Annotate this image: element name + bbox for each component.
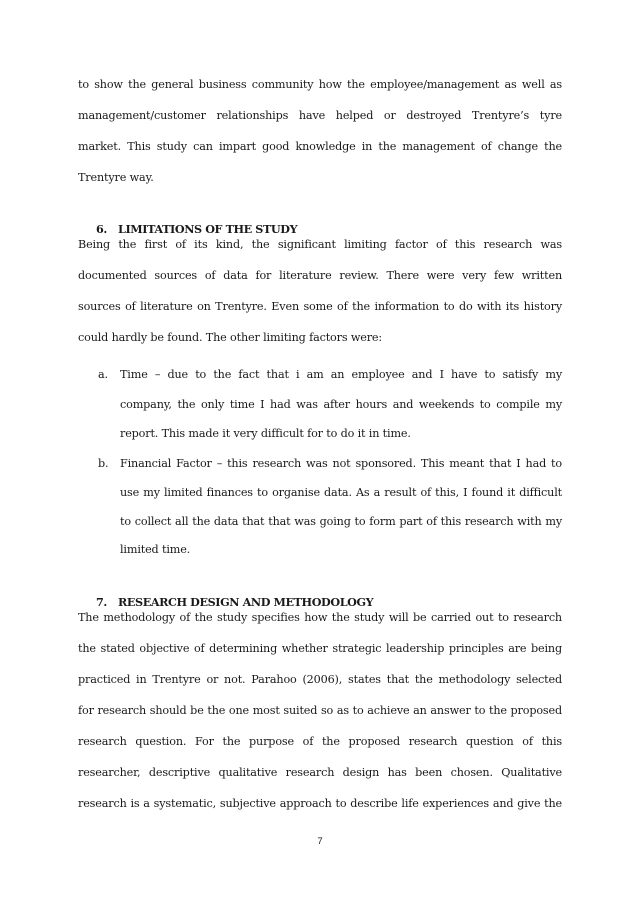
- text-line: could hardly be found. The other limiting factors were:: [78, 331, 383, 344]
- text-line: Being the first of its kind, the significant limiting factor of this research was: [78, 238, 562, 251]
- page-number: 7: [317, 836, 323, 847]
- text-line: to show the general business community how the employee/management as well as: [78, 78, 562, 91]
- text-line: practiced in Trentyre or not. Parahoo (2006), states that the methodology selected: [78, 673, 562, 686]
- section-title: LIMITATIONS OF THE STUDY: [118, 222, 298, 236]
- text-line: market. This study can impart good knowledge in the management of change the: [78, 140, 562, 153]
- text-line: use my limited finances to organise data. As a result of this, I found it difficult: [120, 486, 562, 499]
- text-line: to collect all the data that that was going to form part of this research with my: [120, 515, 562, 528]
- text-line: research question. For the purpose of the proposed research question of this: [78, 735, 562, 748]
- text-line: Trentyre way.: [78, 171, 154, 184]
- text-line: the stated objective of determining whether strategic leadership principles are being: [78, 642, 562, 655]
- text-line: Financial Factor – this research was not sponsored. This meant that I had to: [120, 457, 562, 470]
- section-number: 7.: [96, 595, 107, 609]
- text-line: company, the only time I had was after hours and weekends to compile my: [120, 398, 562, 411]
- list-marker: a.: [98, 368, 108, 381]
- document-page: [78, 0, 562, 903]
- text-line: documented sources of data for literature review. There were very few written: [78, 269, 562, 282]
- list-marker: b.: [98, 457, 109, 470]
- text-line: for research should be the one most suited so as to achieve an answer to the proposed: [78, 704, 562, 717]
- text-line: researcher, descriptive qualitative research design has been chosen. Qualitative: [78, 766, 562, 779]
- text-line: limited time.: [120, 543, 191, 556]
- text-line: research is a systematic, subjective approach to describe life experiences and give the: [78, 797, 562, 810]
- section-title: RESEARCH DESIGN AND METHODOLOGY: [118, 595, 374, 609]
- text-line: The methodology of the study specifies how the study will be carried out to research: [78, 611, 562, 624]
- section-heading-methodology: [96, 595, 373, 609]
- text-line: sources of literature on Trentyre. Even some of the information to do with its history: [78, 300, 562, 313]
- text-line: report. This made it very difficult for to do it in time.: [120, 427, 411, 440]
- text-line: management/customer relationships have helped or destroyed Trentyre’s tyre: [78, 109, 562, 122]
- section-number: 6.: [96, 222, 107, 236]
- text-line: Time – due to the fact that i am an employee and I have to satisfy my: [120, 368, 562, 381]
- section-heading-limitations: [96, 222, 297, 236]
